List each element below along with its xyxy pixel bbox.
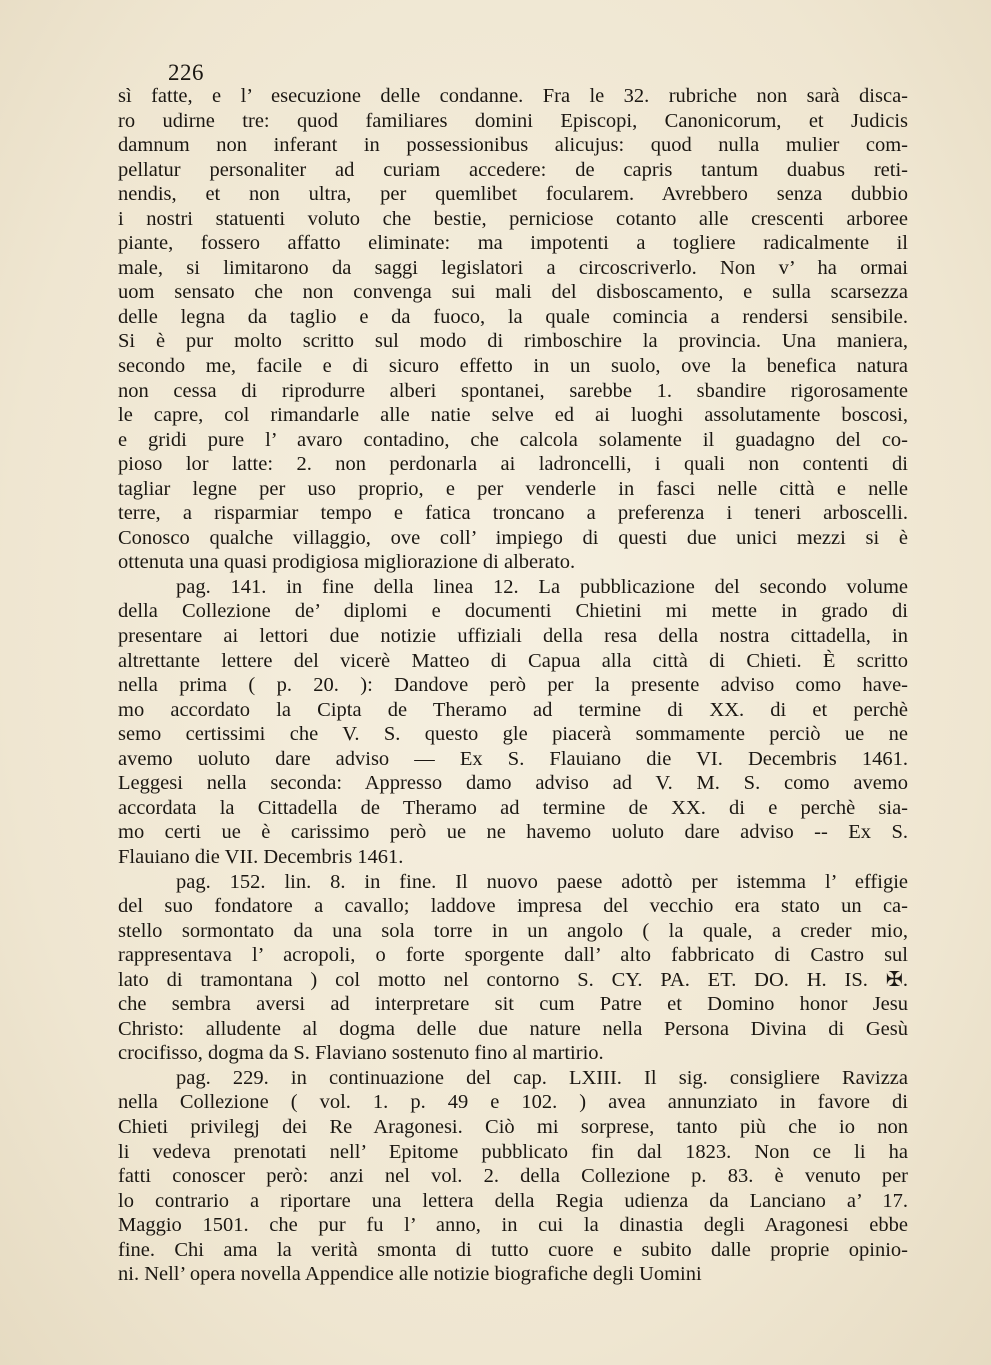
text-line: Conosco qualche villaggio, ove coll’ impiego di questi due unici mezzi si è bbox=[118, 526, 908, 549]
text-line: che sembra aversi ad interpretare sit cum Patre et Domino honor Jesu bbox=[118, 993, 908, 1016]
text-line: ottenuta una quasi prodigiosa migliorazione di alberato. bbox=[118, 551, 576, 574]
text-line: damnum non inferant in possessionibus alicujus: quod nulla mulier com- bbox=[118, 134, 908, 157]
text-line: le capre, col rimandarle alle natie selve ed ai luoghi assolutamente boscosi, bbox=[118, 404, 908, 427]
text-line: pioso lor latte: 2. non perdonarla ai ladroncelli, i quali non contenti di bbox=[118, 453, 908, 476]
text-line: ni. Nell’ opera novella Appendice alle notizie biografiche degli Uomini bbox=[118, 1263, 702, 1286]
text-line: pag. 229. in continuazione del cap. LXIII. Il sig. consigliere Ravizza bbox=[176, 1066, 908, 1089]
text-line: presentare ai lettori due notizie uffiziali della resa della nostra cittadella, in bbox=[118, 625, 908, 648]
text-line: non cessa di riprodurre alberi spontanei, sarebbe 1. sbandire rigorosamente bbox=[118, 379, 908, 402]
text-line: terre, a risparmiar tempo e fatica troncano a preferenza i teneri arboscelli. bbox=[118, 502, 908, 525]
body-text bbox=[118, 84, 908, 1287]
text-line: semo certissimi che V. S. questo gle piacerà sommamente perciò ue ne bbox=[118, 723, 908, 746]
text-line: Flauiano die VII. Decembris 1461. bbox=[118, 845, 404, 868]
text-line: Si è pur molto scritto sul modo di rimboschire la provincia. Una maniera, bbox=[118, 330, 908, 353]
text-line: i nostri statuenti voluto che bestie, perniciose cotanto alle crescenti arboree bbox=[118, 207, 908, 230]
text-line: pag. 152. lin. 8. in fine. Il nuovo paese adottò per istemma l’ effigie bbox=[176, 870, 908, 893]
text-line: sì fatte, e l’ esecuzione delle condanne. Fra le 32. rubriche non sarà disca- bbox=[118, 85, 908, 107]
text-line: nendis, et non ultra, per quemlibet focularem. Avrebbero senza dubbio bbox=[118, 183, 908, 206]
text-line: rappresentava l’ acropoli, o forte sporgente dall’ alto fabbricato di Castro sul bbox=[118, 944, 908, 967]
text-line: accordata la Cittadella de Theramo ad termine de XX. di e perchè sia- bbox=[118, 796, 908, 819]
text-line: lo contrario a riportare una lettera della Regia udienza da Lanciano a’ 17. bbox=[118, 1189, 908, 1212]
text-line: tagliar legne per uso proprio, e per venderle in fasci nelle città e nelle bbox=[118, 477, 908, 500]
text-line: secondo me, facile e di sicuro effetto in un suolo, ove la benefica natura bbox=[118, 355, 908, 378]
text-line: Chieti privilegj dei Re Aragonesi. Ciò mi sorprese, tanto più che io non bbox=[118, 1115, 908, 1138]
text-line: delle legna da taglio e da fuoco, la quale comincia a rendersi sensibile. bbox=[118, 305, 908, 328]
text-line: fatti conoscer però: anzi nel vol. 2. della Collezione p. 83. è venuto per bbox=[118, 1165, 908, 1188]
text-line: del suo fondatore a cavallo; laddove impresa del vecchio era stato un ca- bbox=[118, 895, 908, 918]
text-line: uom sensato che non convenga sui mali del disboscamento, e sulla scarsezza bbox=[118, 281, 908, 304]
text-line: Christo: alludente al dogma delle due nature nella Persona Divina di Gesù bbox=[118, 1017, 908, 1040]
text-line: li vedeva prenotati nell’ Epitome pubblicato fin dal 1823. Non ce li ha bbox=[118, 1140, 908, 1163]
text-line: ro udirne tre: quod familiares domini Episcopi, Canonicorum, et Judicis bbox=[118, 109, 908, 132]
text-line: altrettante lettere del vicerè Matteo di Capua alla città di Chieti. È scritto bbox=[118, 649, 908, 672]
text-line: Leggesi nella seconda: Appresso damo adviso ad V. M. S. como avemo bbox=[118, 772, 908, 795]
text-line: Maggio 1501. che pur fu l’ anno, in cui la dinastia degli Aragonesi ebbe bbox=[118, 1214, 908, 1237]
text-line: nella prima ( p. 20. ): Dandove però per la presente adviso como have- bbox=[118, 674, 908, 697]
text-line: pag. 141. in fine della linea 12. La pubblicazione del secondo volume bbox=[176, 575, 908, 598]
text-line: fine. Chi ama la verità smonta di tutto cuore e subito dalle proprie opinio- bbox=[118, 1238, 908, 1261]
text-line: mo certi ue è carissimo però ue ne havemo uoluto dare adviso -- Ex S. bbox=[118, 821, 908, 844]
text-line: male, si limitarono da saggi legislatori a circoscriverlo. Non v’ ha ormai bbox=[118, 256, 908, 279]
text-line: e gridi pure l’ avaro contadino, che calcola solamente il guadagno del co- bbox=[118, 428, 908, 451]
text-line: piante, fossero affatto eliminate: ma impotenti a togliere radicalmente il bbox=[118, 232, 908, 255]
text-line: avemo uoluto dare adviso — Ex S. Flauiano die VI. Decembris 1461. bbox=[118, 747, 908, 770]
text-line: della Collezione de’ diplomi e documenti Chietini mi mette in grado di bbox=[118, 600, 908, 623]
text-line: lato di tramontana ) col motto nel contorno S. CY. PA. ET. DO. H. IS. ✠. bbox=[118, 968, 908, 991]
text-line: nella Collezione ( vol. 1. p. 49 e 102. ) avea annunziato in favore di bbox=[118, 1091, 908, 1114]
page-number: 226 bbox=[168, 60, 204, 85]
text-line: pellatur personaliter ad curiam accedere: de capris tantum duabus reti- bbox=[118, 158, 908, 181]
text-line: crocifisso, dogma da S. Flaviano sostenuto fino al martirio. bbox=[118, 1042, 604, 1065]
text-line: stello sormontato da una sola torre in un angolo ( la quale, a creder mio, bbox=[118, 919, 908, 942]
text-line: mo accordato la Cipta de Theramo ad termine di XX. di et perchè bbox=[118, 698, 908, 721]
